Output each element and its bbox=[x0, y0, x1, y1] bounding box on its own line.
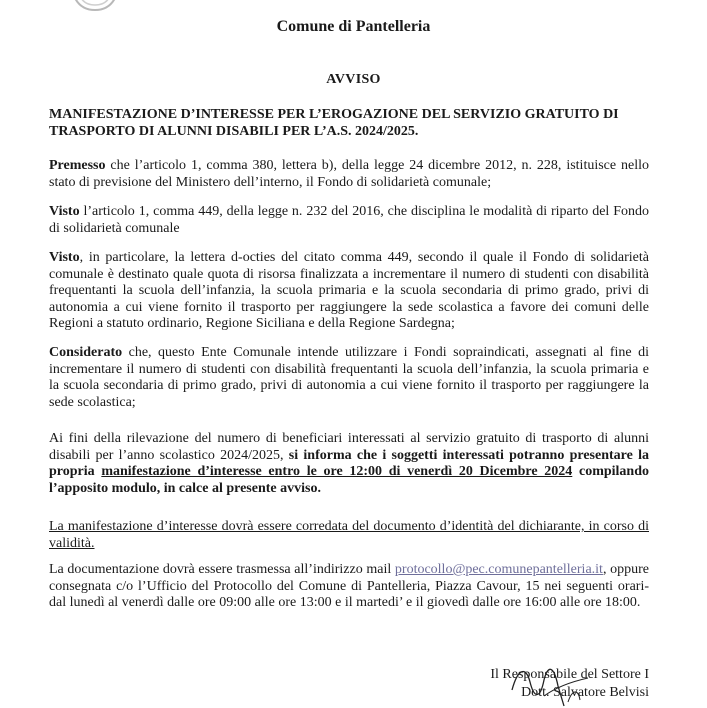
paragraph-premesso bbox=[49, 158, 649, 191]
paragraph-visto-2 bbox=[49, 250, 649, 333]
paragraph-text: che, questo Ente Comunale intende utilizzare i Fondi sopraindicati, assegnati al fine di incrementare il numero di studenti con disabilità frequentanti la scuola dell’infanzia, la scuola primaria e la scuola secondaria di primo grado, privi di autonomia a cui viene fornito il trasporto per raggiungere la sede scolastica; bbox=[49, 345, 649, 410]
paragraph-text: La manifestazione d’interesse dovrà essere corredata del documento d’identità del dichiarante, in corso di validità. bbox=[49, 519, 649, 551]
paragraph-text: l’articolo 1, comma 449, della legge n. 232 del 2016, che disciplina le modalità di riparto del Fondo di solidarietà comunale bbox=[49, 204, 649, 236]
paragraph-text: , oppure consegnata c/o l’Ufficio del Protocollo del Comune di Pantelleria, Piazza Cavour, 15 nei seguenti orari- dal lunedì al venerdì dalle ore 09:00 alle ore 13:00 e il martedi’ e il giovedì dalle ore 16:00 alle ore 18:00. bbox=[49, 562, 649, 611]
paragraph-trasmissione bbox=[49, 562, 649, 612]
paragraph-lead: Considerato bbox=[49, 345, 123, 360]
paragraph-lead: Visto bbox=[49, 204, 80, 219]
paragraph-lead: Visto bbox=[49, 250, 80, 265]
email-link[interactable]: protocollo@pec.comunepantelleria.it bbox=[394, 562, 603, 577]
deadline-text: manifestazione d’interesse entro le ore 12:00 di venerdì 20 Dicembre 2024 bbox=[101, 464, 573, 480]
notice-subject: MANIFESTAZIONE D’INTERESSE PER L’EROGAZIONE DEL SERVIZIO GRATUITO DI TRASPORTO DI ALUNNI DISABILI PER L’A.S. 2024/2025. bbox=[49, 107, 619, 139]
paragraph-considerato bbox=[49, 345, 649, 411]
paragraph-text: che l’articolo 1, comma 380, lettera b), della legge 24 dicembre 2012, n. 228, istituisce nello stato di previsione del Ministero dell’interno, il Fondo di solidarietà comunale; bbox=[49, 158, 649, 190]
paragraph-lead: Premesso bbox=[49, 158, 106, 173]
notice-title: AVVISO bbox=[326, 72, 381, 87]
paragraph-bold-text: compilando l’apposito modulo, in calce al presente avviso. bbox=[49, 464, 649, 496]
municipal-crest-icon bbox=[70, 0, 120, 12]
paragraph-text: Ai fini della rilevazione del numero di beneficiari interessati al servizio gratuito di trasporto di alunni disabili per l’anno scolastico 2024/2025, bbox=[49, 431, 649, 463]
municipality-header: Comune di Pantelleria bbox=[276, 18, 431, 35]
paragraph-visto-1 bbox=[49, 204, 649, 237]
signature-name: Dott. Salvatore Belvisi bbox=[521, 685, 649, 700]
paragraph-documento bbox=[49, 519, 649, 552]
paragraph-bold-text: si informa che i soggetti interessati potranno presentare la propria bbox=[49, 447, 649, 480]
paragraph-ai-fini bbox=[49, 431, 649, 497]
paragraph-text: La documentazione dovrà essere trasmessa all’indirizzo mail bbox=[49, 562, 395, 577]
signature-role: Il Responsabile del Settore I bbox=[490, 667, 649, 682]
signature-block bbox=[490, 666, 649, 702]
paragraph-text: , in particolare, la lettera d-octies del citato comma 449, secondo il quale il Fondo di solidarietà comunale è destinato quale quota di risorsa finalizzata a incrementare il numero di studenti con disabilità frequentanti la scuola dell’infanzia, la scuola primaria e la scuola secondaria di primo grado, privi di autonomia a cui viene fornito il trasporto per raggiungere la sede scolastica a favore dei comuni delle Regioni a statuto ordinario, Regione Siciliana e della Regione Sardegna; bbox=[49, 250, 649, 332]
